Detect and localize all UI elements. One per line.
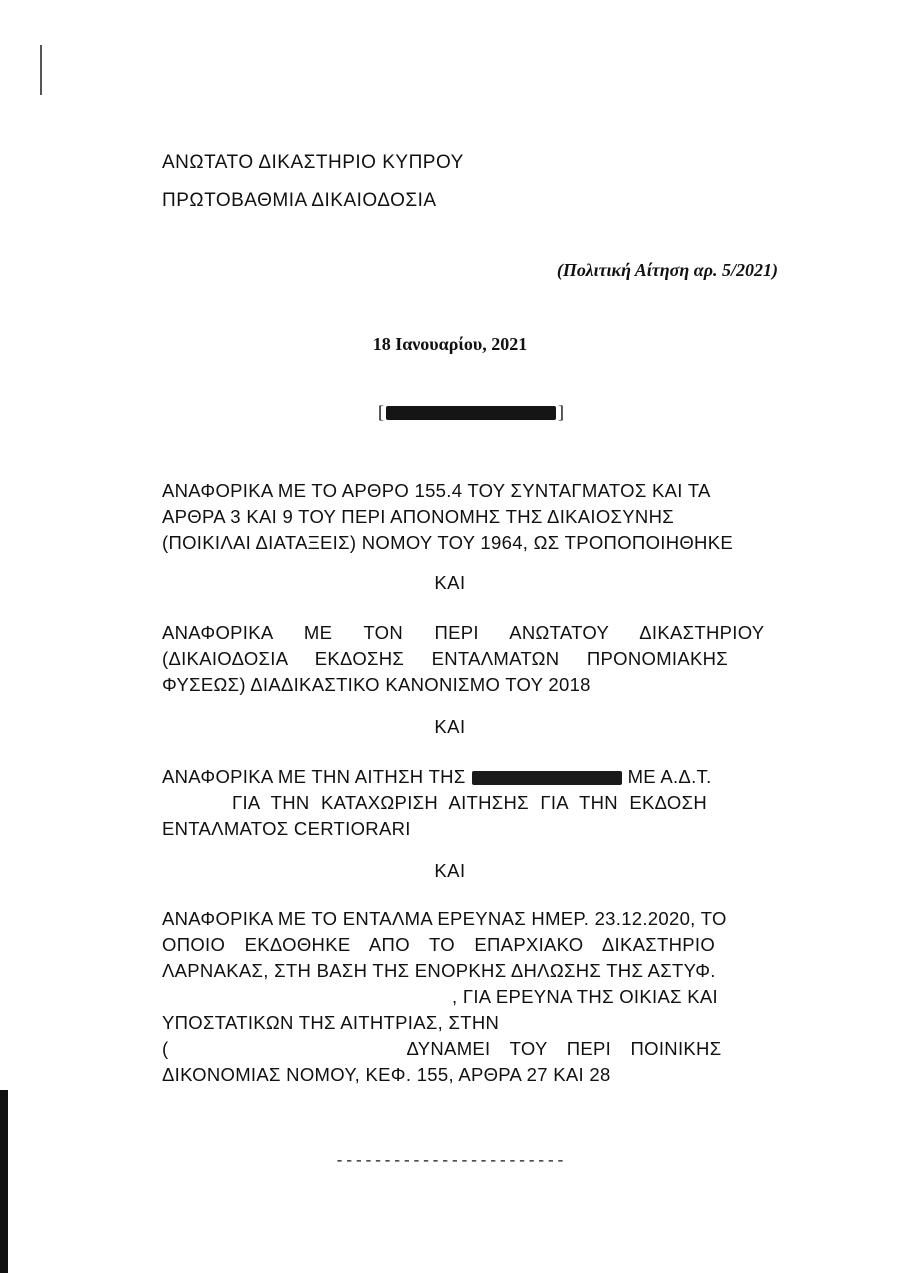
para4-line6-text: ΔΥΝΑΜΕΙ ΤΟΥ ΠΕΡΙ ΠΟΙΝΙΚΗΣ [406,1038,722,1059]
para1-line3: (ΠΟΙΚΙΛΑΙ ΔΙΑΤΑΞΕΙΣ) ΝΟΜΟΥ ΤΟΥ 1964, ΩΣ ΤΡΟΠΟΠΟΙΗΘΗΚΕ [162,532,733,553]
para4-line4-text: , ΓΙΑ ΕΡΕΥΝΑ ΤΗΣ ΟΙΚΙΑΣ ΚΑΙ [452,986,718,1007]
scan-artifact-line [40,45,42,95]
paragraph-search-warrant [162,906,794,1088]
para4-line6 [162,1036,794,1062]
para4-line6-paren: ( [162,1038,169,1059]
conjunction-2: ΚΑΙ [434,716,466,737]
paragraph-procedural-rules [162,620,794,698]
para3-line2 [162,790,794,816]
para3-line2-text: ΓΙΑ ΤΗΝ ΚΑΤΑΧΩΡΙΣΗ ΑΙΤΗΣΗΣ ΓΙΑ ΤΗΝ ΕΚΔΟΣΗ [232,792,708,813]
bracket-open: [ [378,402,384,422]
para3-line1-start: ΑΝΑΦΟΡΙΚΑ ΜΕ ΤΗΝ ΑΙΤΗΣΗ ΤΗΣ [162,766,466,787]
scan-artifact-edge [0,1090,8,1273]
bracket-close: ] [558,402,564,422]
paragraph-application [162,764,794,842]
para2-line3: ΦΥΣΕΩΣ) ΔΙΑΔΙΚΑΣΤΙΚΟ ΚΑΝΟΝΙΣΜΟ ΤΟΥ 2018 [162,674,591,695]
para4-line1: ΑΝΑΦΟΡΙΚΑ ΜΕ ΤΟ ΕΝΤΑΛΜΑ ΕΡΕΥΝΑΣ ΗΜΕΡ. 23.12.2020, ΤΟ [162,908,727,929]
conjunction-1: ΚΑΙ [434,572,466,593]
court-name: ΑΝΩΤΑΤΟ ΔΙΚΑΣΤΗΡΙΟ ΚΥΠΡΟΥ [162,152,464,173]
para4-line5: ΥΠΟΣΤΑΤΙΚΩΝ ΤΗΣ ΑΙΤΗΤΡΙΑΣ, ΣΤΗΝ [162,1012,500,1033]
judgment-date: 18 Ιανουαρίου, 2021 [372,334,528,354]
redaction-bar [386,406,556,420]
para4-line4 [162,984,794,1010]
paragraph-constitution [162,478,794,556]
redacted-parties [378,402,564,423]
para1-line1: ΑΝΑΦΟΡΙΚΑ ΜΕ ΤΟ ΑΡΘΡΟ 155.4 ΤΟΥ ΣΥΝΤΑΓΜΑΤΟΣ ΚΑΙ ΤΑ [162,480,711,501]
para3-line3: ΕΝΤΑΛΜΑΤΟΣ CERTIORARI [162,818,411,839]
case-reference: (Πολιτική Αίτηση αρ. 5/2021) [556,260,778,280]
para3-line1-end: ΜΕ Α.Δ.Τ. [627,766,712,787]
para3-line1 [162,764,794,790]
redaction-name [472,771,622,785]
para1-line2: ΑΡΘΡΑ 3 ΚΑΙ 9 ΤΟΥ ΠΕΡΙ ΑΠΟΝΟΜΗΣ ΤΗΣ ΔΙΚΑΙΟΣΥΝΗΣ [162,506,674,527]
para4-line7: ΔΙΚΟΝΟΜΙΑΣ ΝΟΜΟΥ, ΚΕΦ. 155, ΑΡΘΡΑ 27 ΚΑΙ 28 [162,1064,611,1085]
para4-line3: ΛΑΡΝΑΚΑΣ, ΣΤΗ ΒΑΣΗ ΤΗΣ ΕΝΟΡΚΗΣ ΔΗΛΩΣΗΣ ΤΗΣ ΑΣΤΥΦ. [162,960,716,981]
para2-line1: ΑΝΑΦΟΡΙΚΑ ΜΕ ΤΟΝ ΠΕΡΙ ΑΝΩΤΑΤΟΥ ΔΙΚΑΣΤΗΡΙΟΥ [162,622,765,643]
conjunction-3: ΚΑΙ [434,860,466,881]
jurisdiction: ΠΡΩΤΟΒΑΘΜΙΑ ΔΙΚΑΙΟΔΟΣΙΑ [162,190,437,211]
para4-line2: ΟΠΟΙΟ ΕΚΔΟΘΗΚΕ ΑΠΟ ΤΟ ΕΠΑΡΧΙΑΚΟ ΔΙΚΑΣΤΗΡΙΟ [162,934,716,955]
para2-line2: (ΔΙΚΑΙΟΔΟΣΙΑ ΕΚΔΟΣΗΣ ΕΝΤΑΛΜΑΤΩΝ ΠΡΟΝΟΜΙΑΚΗΣ [162,648,729,669]
closing-separator: ------------------------ [334,1152,566,1170]
